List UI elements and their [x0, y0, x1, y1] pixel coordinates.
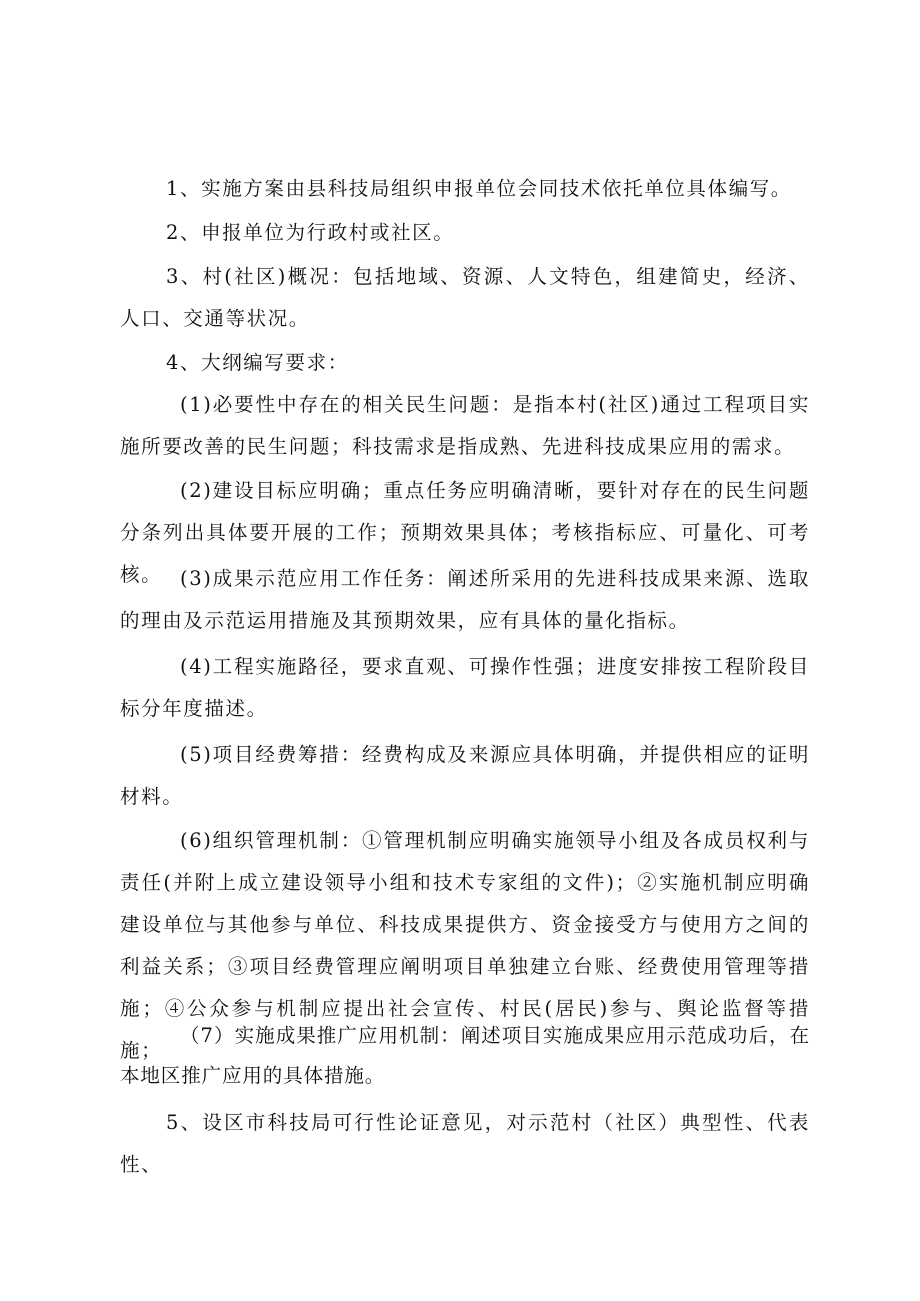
paragraph-4: 4、大纲编写要求：	[166, 351, 349, 374]
paragraph-4-2: (2)建设目标应明确；重点任务应明确清晰，要针对存在的民生问题分条列出具体要开展的工作；预期效果具体；考核指标应、可量化、可考核。	[120, 479, 810, 586]
paragraph-2: 2、申报单位为行政村或社区。	[166, 221, 455, 244]
paragraph-4-4: (4)工程实施路径，要求直观、可操作性强；进度安排按工程阶段目标分年度描述。	[120, 655, 810, 720]
paragraph-3: 3、村(社区)概况：包括地域、资源、人文特色，组建简史，经济、人口、交通等状况。	[120, 265, 810, 330]
paragraph-4-7: （7）实施成果推广应用机制：阐述项目实施成果应用示范成功后，在本地区推广应用的具体措施。	[120, 1024, 810, 1087]
paragraph-4-3: (3)成果示范应用工作任务：阐述所采用的先进科技成果来源、选取的理由及示范运用措施及其预期效果，应有具体的量化指标。	[120, 567, 810, 632]
paragraph-4-6: (6)组织管理机制：①管理机制应明确实施领导小组及各成员权利与责任(并附上成立建设领导小组和技术专家组的文件)；②实施机制应明确建设单位与其他参与单位、科技成果提供方、资金接受方与使用方之间的利益关系；③项目经费管理应阐明项目单独建立台账、经费使用管理等措施；④公众参与机制应提出社会宣传、村民(居民)参与、舆论监督等措施；	[120, 829, 810, 1062]
paragraph-4-5: (5)项目经费筹措：经费构成及来源应具体明确，并提供相应的证明材料。	[120, 743, 810, 808]
paragraph-4-1: (1)必要性中存在的相关民生问题：是指本村(社区)通过工程项目实施所要改善的民生问题；科技需求是指成熟、先进科技成果应用的需求。	[120, 393, 810, 458]
paragraph-5: 5、设区市科技局可行性论证意见，对示范村（社区）典型性、代表性、	[120, 1111, 810, 1176]
paragraph-1: 1、实施方案由县科技局组织申报单位会同技术依托单位具体编写。	[166, 177, 792, 200]
